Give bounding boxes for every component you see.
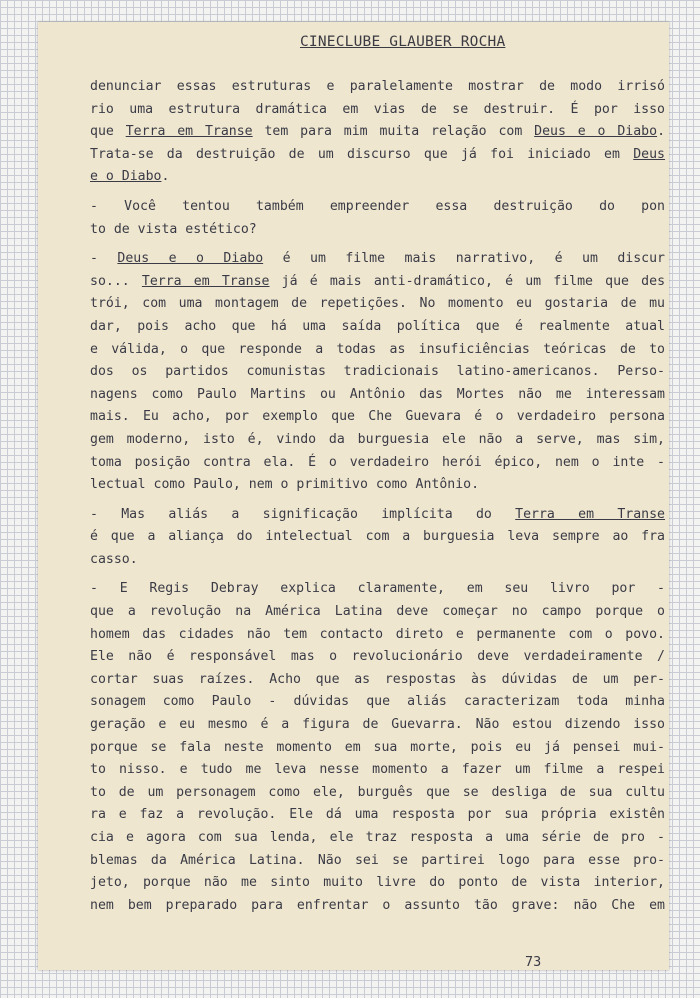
text-line: e o Diabo. bbox=[90, 169, 170, 185]
text-line: que a revolução na América Latina deve começar no campo porque o bbox=[90, 604, 665, 620]
text-line: - E Regis Debray explica claramente, em seu livro por - bbox=[90, 581, 665, 597]
text-line: trói, com uma montagem de repetições. No momento eu gostaria de mu bbox=[90, 296, 665, 312]
film-title: Deus bbox=[633, 146, 665, 162]
text-line: cortar suas raízes. Acho que as respostas às dúvidas de um per- bbox=[90, 671, 665, 687]
page-header: CINECLUBE GLAUBER ROCHA bbox=[300, 34, 506, 50]
film-title: Deus e o Diabo bbox=[534, 124, 658, 140]
text-line: to nisso. e tudo me leva nesse momento a fazer um filme a respei bbox=[90, 762, 665, 778]
interview-text bbox=[90, 76, 665, 917]
film-title: Terra em Transe bbox=[125, 124, 253, 140]
text-line: dar, pois acho que há uma saída política que é realmente atual bbox=[90, 318, 665, 334]
text-line: so... Terra em Transe já é mais anti-dramático, é um filme que des bbox=[90, 273, 665, 289]
text-line: e válida, o que responde a todas as insuficiências teóricas de to bbox=[90, 341, 665, 357]
text-line: casso. bbox=[90, 551, 138, 567]
text-line: lectual como Paulo, nem o primitivo como Antônio. bbox=[90, 477, 480, 493]
text-line: nem bem preparado para enfrentar o assunto tão grave: não Che em bbox=[90, 897, 665, 913]
text-line: blemas da América Latina. Não sei se partirei logo para esse pro- bbox=[90, 852, 665, 868]
text-line: gem moderno, isto é, vindo da burguesia ele não a serve, mas sim, bbox=[90, 431, 665, 447]
text-line: - Mas aliás a significação implícita do Terra em Transe bbox=[90, 506, 665, 522]
film-title: Terra em Transe bbox=[141, 273, 270, 289]
text-line: ra e faz a revolução. Ele dá uma resposta por sua própria existên bbox=[90, 807, 665, 823]
text-line: dos os partidos comunistas tradicionais latino-americanos. Perso- bbox=[90, 364, 665, 380]
text-line: rio uma estrutura dramática em vias de se destruir. É por isso bbox=[90, 101, 665, 117]
text-line: nagens como Paulo Martins ou Antônio das Mortes não me interessam bbox=[90, 386, 665, 402]
text-line: to de vista estético? bbox=[90, 221, 257, 237]
text-line: Trata-se da destruição de um discurso que já foi iniciado em Deus bbox=[90, 146, 665, 162]
text-line: é que a aliança do intelectual com a burguesia leva sempre ao fra bbox=[90, 529, 665, 545]
text-line: geração e eu mesmo é a figura de Guevarra. Não estou dizendo isso bbox=[90, 717, 665, 733]
film-title: Terra em Transe bbox=[515, 506, 665, 522]
text-line: sonagem como Paulo - dúvidas que aliás caracterizam toda minha bbox=[90, 694, 665, 710]
text-line: to de um personagem como ele, burguês que se desliga de sua cultu bbox=[90, 784, 665, 800]
film-title: Deus e o Diabo bbox=[117, 251, 264, 267]
text-line: homem das cidades não tem contacto direto e permanente com o povo. bbox=[90, 626, 665, 642]
film-title: e o Diabo bbox=[90, 169, 162, 185]
text-line: denunciar essas estruturas e paralelamente mostrar de modo irrisó bbox=[90, 79, 665, 94]
text-line: porque se fala neste momento em sua morte, pois eu já pensei mui- bbox=[90, 739, 665, 755]
page-number: 73 bbox=[525, 954, 542, 970]
text-line: Ele não é responsável mas o revolucionário deve verdadeiramente / bbox=[90, 649, 665, 665]
text-line: toma posição contra ela. É o verdadeiro herói épico, nem o inte - bbox=[90, 454, 665, 470]
text-line: - Deus e o Diabo é um filme mais narrativo, é um discur bbox=[90, 251, 665, 267]
text-line: - Você tentou também empreender essa destruição do pon bbox=[90, 198, 665, 214]
text-line: que Terra em Transe tem para mim muita relação com Deus e o Diabo. bbox=[90, 124, 665, 140]
text-line: jeto, porque não me sinto muito livre do ponto de vista interior, bbox=[90, 875, 665, 891]
text-line: cia e agora com sua lenda, ele traz resposta a uma série de pro - bbox=[90, 830, 665, 845]
typewritten-page bbox=[38, 22, 669, 970]
text-line: mais. Eu acho, por exemplo que Che Guevara é o verdadeiro persona bbox=[90, 409, 665, 425]
